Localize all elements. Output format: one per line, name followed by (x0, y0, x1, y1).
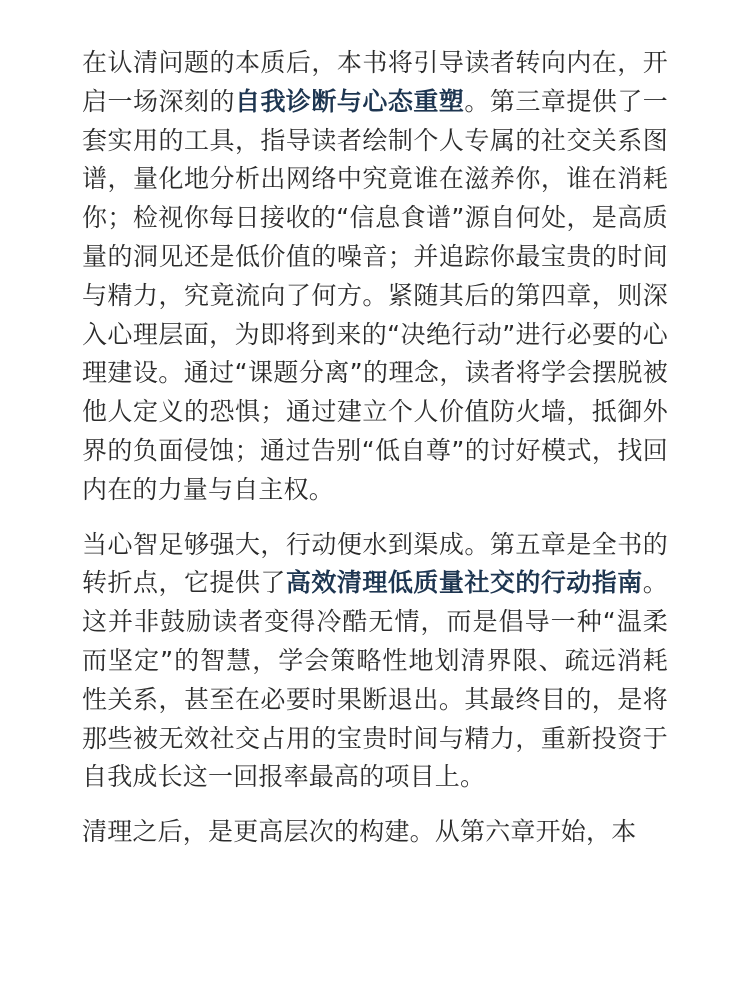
paragraph-1-highlight: 自我诊断与心态重塑 (234, 86, 465, 116)
paragraph-2-highlight: 高效清理低质量社交的行动指南 (285, 568, 643, 598)
paragraph-1 (82, 44, 668, 510)
paragraph-2-text-2: 。这并非鼓励读者变得冷酷无情，而是倡导一种“温柔而坚定”的智慧，学会策略性地划清界限、疏远消耗性关系，甚至在必要时果断退出。其最终目的，是将那些被无效社交占用的宝贵时间与精力，重新投资于自我成长这一回报率最高的项目上。 (82, 568, 668, 792)
paragraph-3 (82, 813, 668, 852)
paragraph-3-text-1: 清理之后，是更高层次的构建。从第六章开始，本 (82, 817, 637, 847)
paragraph-1-text-2: 。第三章提供了一套实用的工具，指导读者绘制个人专属的社交关系图谱，量化地分析出网络中究竟谁在滋养你，谁在消耗你；检视你每日接收的“信息食谱”源自何处，是高质量的洞见还是低价值的噪音；并追踪你最宝贵的时间与精力，究竟流向了何方。紧随其后的第四章，则深入心理层面，为即将到来的“决绝行动”进行必要的心理建设。通过“课题分离”的理念，读者将学会摆脱被他人定义的恐惧；通过建立个人价值防火墙，抵御外界的负面侵蚀；通过告别“低自尊”的讨好模式，找回内在的力量与自主权。 (82, 86, 669, 504)
paragraph-2-text-1: 当心智足够强大，行动便水到渠成。第五章是全书的转折点，它提供了 (82, 529, 668, 598)
article-body (82, 44, 668, 868)
paragraph-1-text-1: 在认清问题的本质后，本书将引导读者转向内在，开启一场深刻的 (82, 48, 668, 116)
paragraph-2 (82, 526, 668, 798)
